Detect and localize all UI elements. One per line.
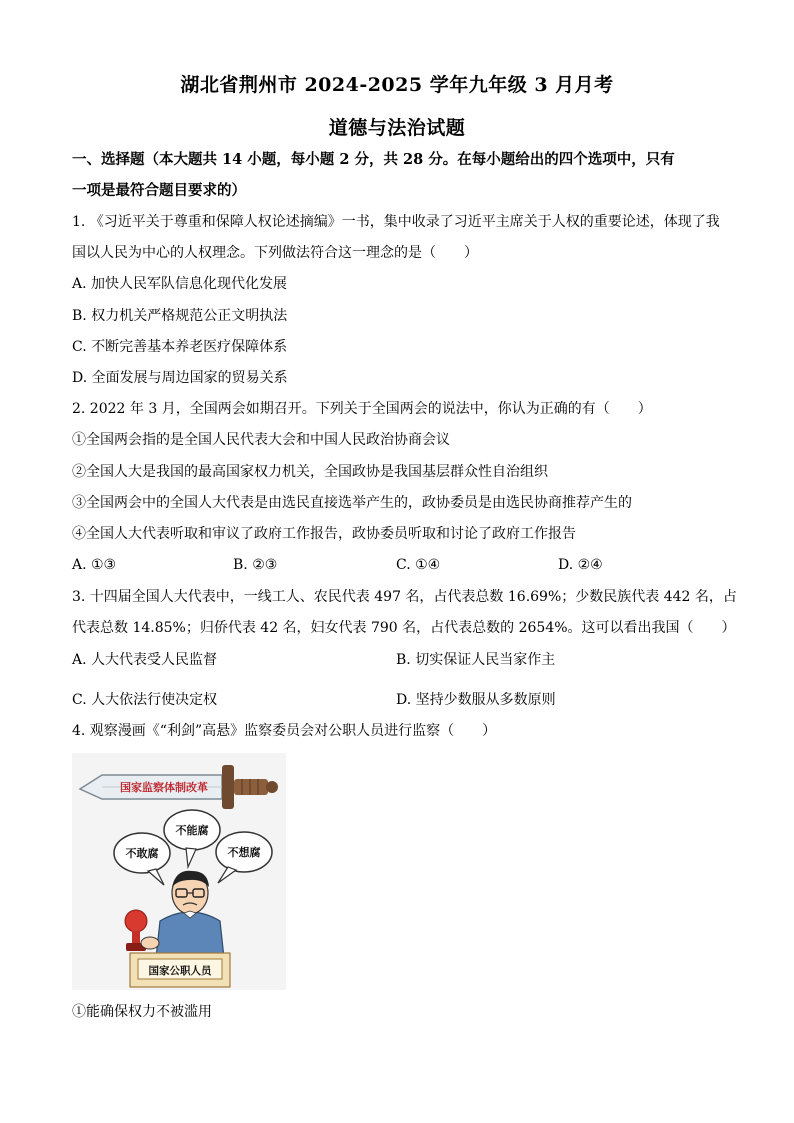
- q1-option-d: D. 全面发展与周边国家的贸易关系: [72, 370, 288, 386]
- q1-stem-line2: 国以人民为中心的人权理念。下列做法符合这一理念的是（ ）: [72, 245, 478, 261]
- q4-stem: 4. 观察漫画《“利剑”高悬》监察委员会对公职人员进行监察（ ）: [72, 723, 497, 739]
- bubble-text-right: 不想腐: [227, 846, 261, 859]
- q1-option-c: C. 不断完善基本养老医疗保障体系: [72, 339, 288, 355]
- q2-option-b: B. ②③: [233, 557, 278, 573]
- section-heading-line2: 一项是最符合题目要求的）: [72, 182, 246, 199]
- cartoon-image: [72, 753, 286, 990]
- q2-option-a: A. ①③: [72, 557, 117, 573]
- q3-option-b: B. 切实保证人民当家作主: [396, 652, 556, 668]
- q2-statement-1: ①全国两会指的是全国人民代表大会和中国人民政治协商会议: [72, 432, 450, 448]
- q1-option-a: A. 加快人民军队信息化现代化发展: [72, 276, 288, 292]
- q2-statement-2: ②全国人大是我国的最高国家权力机关，全国政协是我国基层群众性自治组织: [72, 464, 548, 480]
- q2-option-d: D. ②④: [558, 557, 603, 573]
- sword-label: 国家监察体制改革: [120, 781, 208, 794]
- q3-stem-line2: 代表总数 14.85%；归侨代表 42 名，妇女代表 790 名，占代表总数的 2654%。这可以看出我国（ ）: [72, 620, 736, 636]
- q3-option-a: A. 人大代表受人民监督: [72, 652, 218, 668]
- q4-statement-1: ①能确保权力不被滥用: [72, 1004, 212, 1020]
- exam-subtitle: 道德与法治试题: [328, 117, 466, 139]
- q1-stem-line1: 1. 《习近平关于尊重和保障人权论述摘编》一书，集中收录了习近平主席关于人权的重要论述，体现了我: [72, 214, 720, 230]
- bubble-text-middle: 不能腐: [175, 824, 209, 837]
- q2-stem: 2. 2022 年 3 月，全国两会如期召开。下列关于全国两会的说法中，你认为正确的有（ ）: [72, 401, 652, 417]
- section-heading-line1: 一、选择题（本大题共 14 小题，每小题 2 分，共 28 分。在每小题给出的四个选项中，只有: [72, 151, 675, 168]
- bubble-text-left: 不敢腐: [125, 847, 159, 860]
- q2-statement-3: ③全国两会中的全国人大代表是由选民直接选举产生的，政协委员是由选民协商推荐产生的: [72, 495, 632, 511]
- exam-title: 湖北省荆州市 2024-2025 学年九年级 3 月月考: [180, 74, 614, 96]
- q2-option-c: C. ①④: [396, 557, 441, 573]
- q3-stem-line1: 3. 十四届全国人大代表中，一线工人、农民代表 497 名，占代表总数 16.69%；少数民族代表 442 名，占: [72, 589, 737, 605]
- q2-statement-4: ④全国人大代表听取和审议了政府工作报告，政协委员听取和讨论了政府工作报告: [72, 526, 576, 542]
- q3-option-c: C. 人大依法行使决定权: [72, 692, 218, 708]
- q3-option-d: D. 坚持少数服从多数原则: [396, 692, 556, 708]
- desk-label: 国家公职人员: [148, 965, 212, 977]
- q1-option-b: B. 权力机关严格规范公正文明执法: [72, 308, 288, 324]
